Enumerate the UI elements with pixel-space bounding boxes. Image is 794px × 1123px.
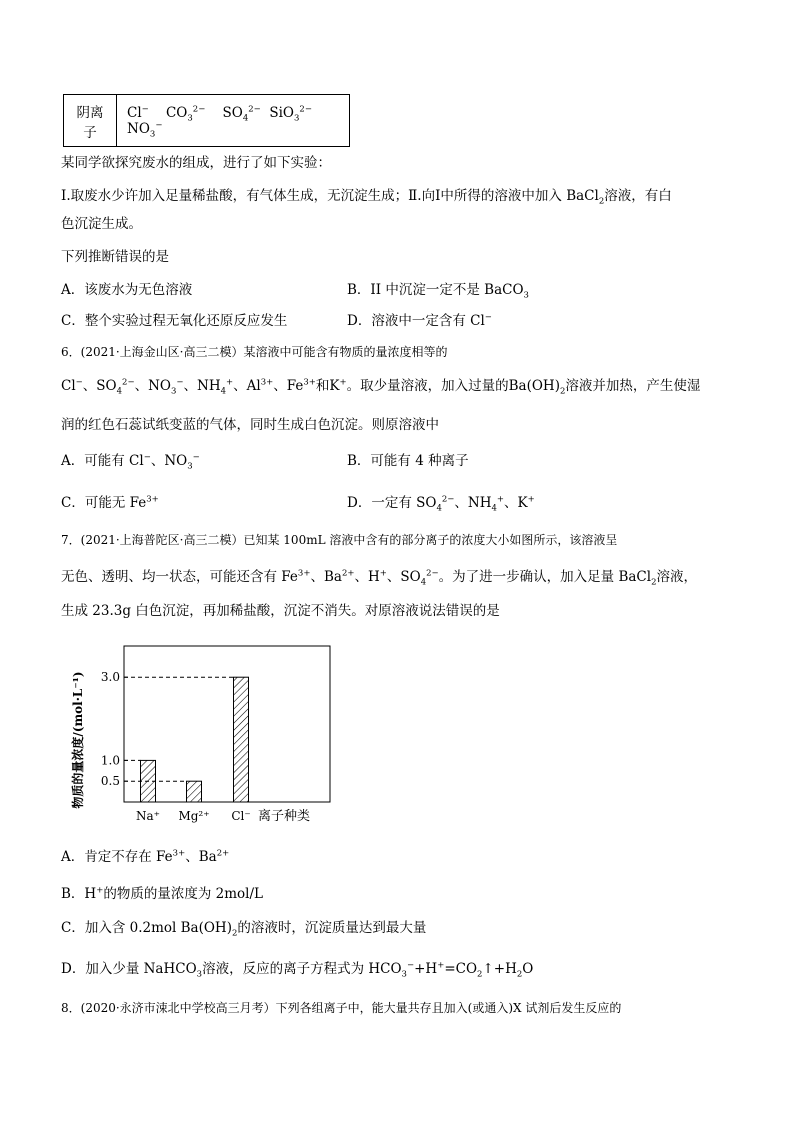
chart-bar — [187, 781, 202, 802]
chart-category-label: Na⁺ — [136, 809, 160, 823]
chart-y-axis-label: 物质的量浓度/(mol·L⁻¹) — [71, 671, 85, 809]
q7-option-d: D．加入少量 NaHCO$_3$溶液，反应的离子方程式为 $HCO_3^-+H^+=CO_2↑+H_2O$ — [61, 960, 534, 980]
anion-list — [117, 95, 350, 147]
q5-option-b: B．II 中沉淀一定不是 BaCO$_3$ — [347, 282, 529, 301]
q7-option-b: B．H+的物质的量浓度为 2mol/L — [61, 885, 263, 902]
chart-y-tick-label: 3.0 — [100, 670, 120, 685]
q5-intro: 某同学欲探究废水的组成，进行了如下实验： — [61, 155, 331, 171]
table-header: 阴离子 — [64, 95, 117, 147]
q5-option-c: C．整个实验过程无氧化还原反应发生 — [61, 313, 288, 329]
chart-bar — [234, 677, 249, 802]
q8-head: 8．(2020·永济市涑北中学校高三月考）下列各组离子中，能大量共存且加入(或通入)X 试剂后发生反应的 — [61, 1001, 622, 1015]
anion-co3: $CO_3^{2-}$ — [165, 104, 206, 124]
anion-cl: Cl− — [127, 104, 149, 121]
q6-line3: 润的红色石蕊试纸变蓝的气体，同时生成白色沉淀。则原溶液中 — [61, 417, 439, 433]
q5-step-a: Ⅰ.取废水少许加入足量稀盐酸，有气体生成，无沉淀生成；Ⅱ.向Ⅰ中所得的溶液中加入 BaCl$_2$溶液，有白 — [61, 188, 672, 207]
chart-y-tick-label: 1.0 — [100, 753, 120, 768]
anion-sio3: SiO$_3^{2-}$ — [269, 104, 312, 124]
q6-option-d: D．一定有 $SO_4^{2-}$、$NH_4^+$、K+ — [347, 494, 535, 514]
q7-head: 7．(2021·上海普陀区·高三二模）已知某 100mL 溶液中含有的部分离子的浓度大小如图所示，该溶液呈 — [61, 533, 618, 547]
q6-option-a: A．可能有 Cl−、$NO_3^-$ — [61, 452, 200, 472]
q5-option-d: D．溶液中一定含有 Cl− — [347, 312, 492, 329]
chart-category-label: Cl⁻ — [231, 809, 251, 823]
q7-line3: 生成 23.3g 白色沉淀，再加稀盐酸，沉淀不消失。对原溶液说法错误的是 — [61, 603, 500, 619]
q6-line2: Cl−、$SO_4^{2-}$、$NO_3^-$、$NH_4^+$、$Al^{3+}$、$Fe^{3+}$和K+。取少量溶液，加入过量的$Ba(OH)_2$溶液并加热，产生使湿 — [61, 377, 701, 397]
q6-head: 6．(2021·上海金山区·高三二模）某溶液中可能含有物质的量浓度相等的 — [61, 345, 448, 359]
chart-x-axis-label: 离子种类 — [258, 809, 311, 824]
anion-table — [63, 94, 350, 147]
q7-option-a: A．肯定不存在 $Fe^{3+}$、$Ba^{2+}$ — [61, 848, 230, 865]
anion-so4: $SO_4^{2-}$ — [222, 104, 261, 124]
q6-option-c: C．可能无 $Fe^{3+}$ — [61, 494, 159, 511]
anion-no3: $NO_3^-$ — [127, 120, 163, 140]
concentration-bar-chart — [62, 640, 342, 830]
chart-y-tick-label: 0.5 — [100, 774, 120, 789]
q5-question: 下列推断错误的是 — [61, 249, 169, 265]
chart-category-label: Mg²⁺ — [178, 809, 210, 823]
q7-option-c: C．加入含 0.2mol $Ba(OH)_2$的溶液时，沉淀质量达到最大量 — [61, 920, 427, 939]
q6-option-b: B．可能有 4 种离子 — [347, 453, 469, 469]
q5-step-b: 色沉淀生成。 — [61, 216, 142, 232]
q5-option-a: A．该废水为无色溶液 — [61, 282, 193, 298]
q7-line2: 无色、透明、均一状态，可能还含有 $Fe^{3+}$、$Ba^{2+}$、H+、$SO_4^{2-}$。为了进一步确认，加入足量 BaCl$_2$溶液， — [61, 568, 697, 588]
